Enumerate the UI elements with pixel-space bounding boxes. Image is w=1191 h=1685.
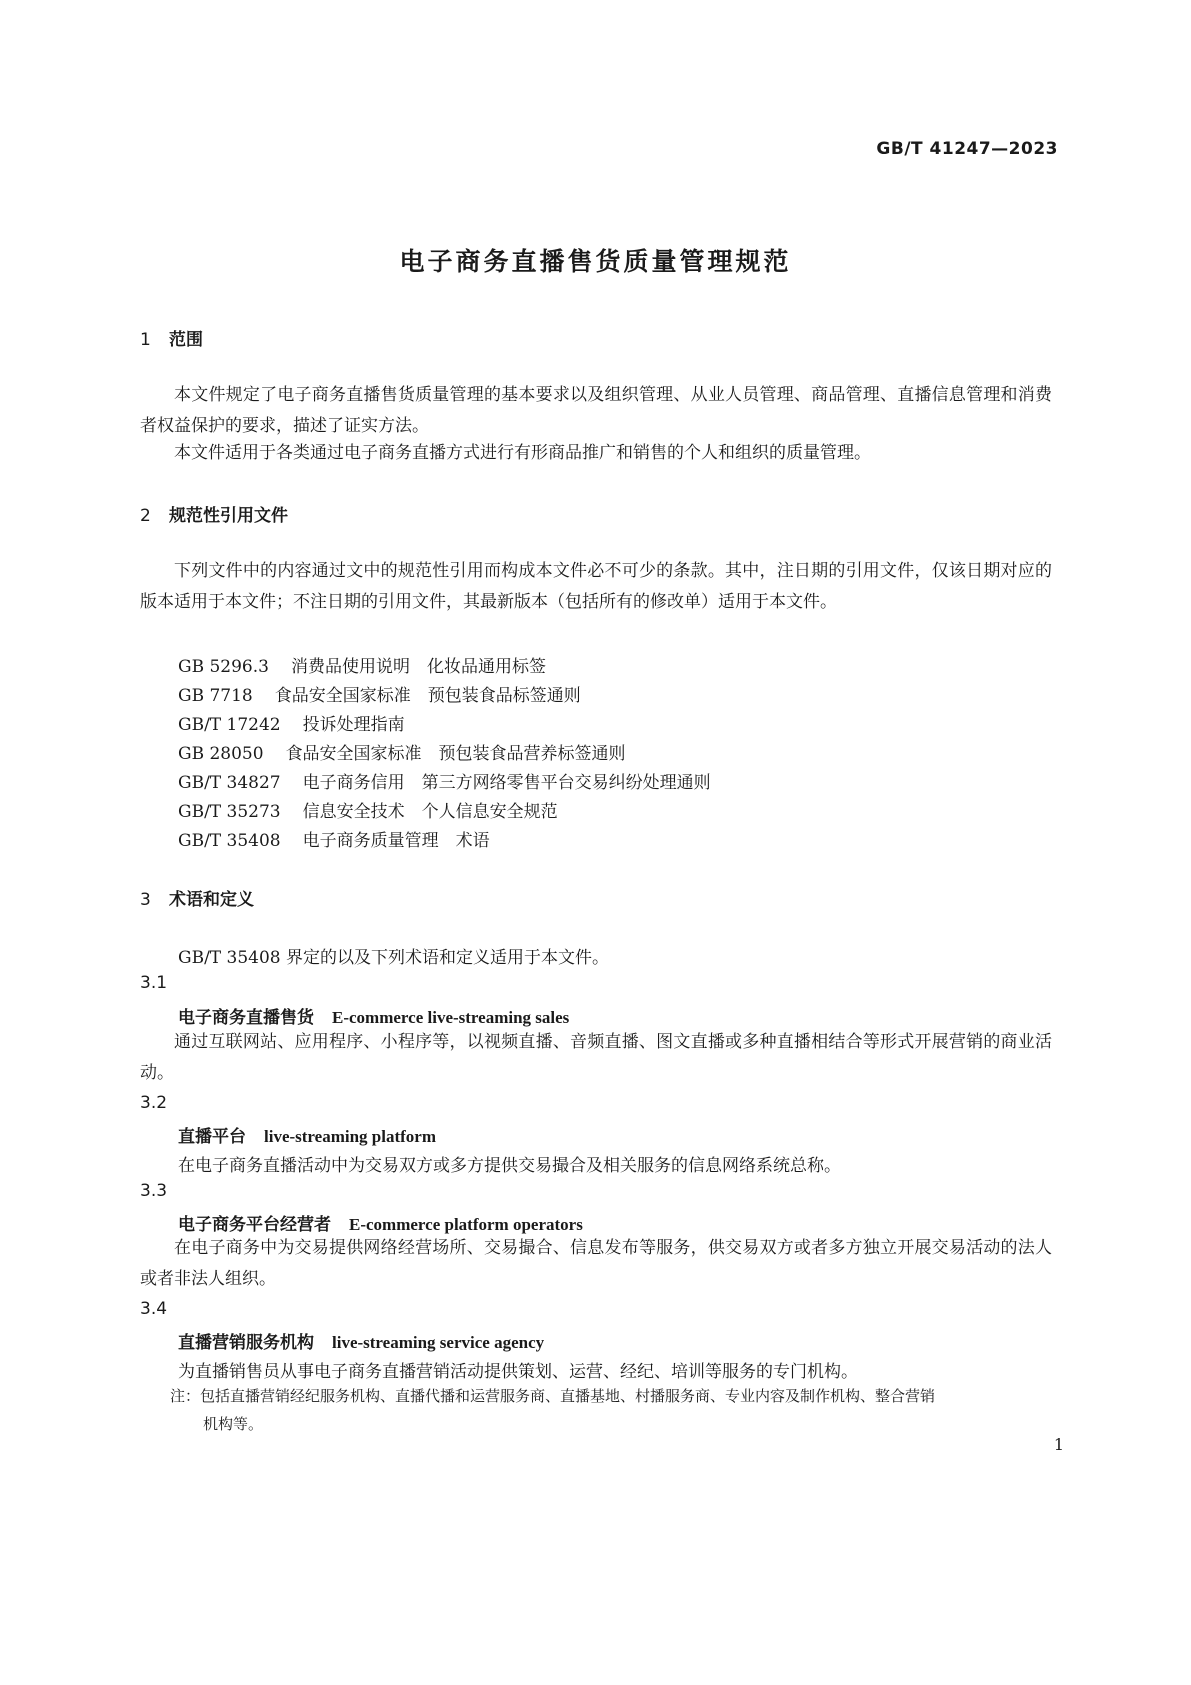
term-chinese: 电子商务直播售货 [178, 1008, 314, 1028]
reference-title: 食品安全国家标准 预包装食品标签通则 [274, 686, 581, 706]
term-heading [178, 1122, 436, 1147]
section-title: 规范性引用文件 [169, 506, 288, 526]
reference-code: GB 7718 [178, 686, 253, 706]
section-2-heading [140, 501, 288, 526]
reference-code: GB 28050 [178, 744, 264, 764]
scope-paragraph-1: 本文件规定了电子商务直播售货质量管理的基本要求以及组织管理、从业人员管理、商品管理、直播信息管理和消费者权益保护的要求，描述了证实方法。 [140, 385, 1052, 436]
reference-title: 电子商务质量管理 术语 [302, 831, 490, 851]
note-text-line-1: 包括直播营销经纪服务机构、直播代播和运营服务商、直播基地、村播服务商、专业内容及制作机构、整合营销 [200, 1387, 936, 1405]
term-definition: 在电子商务直播活动中为交易双方或多方提供交易撮合及相关服务的信息网络系统总称。 [178, 1156, 841, 1176]
section-title: 范围 [169, 330, 203, 350]
reference-code: GB/T 35273 [178, 802, 281, 822]
term-definition: 通过互联网站、应用程序、小程序等，以视频直播、音频直播、图文直播或多种直播相结合等形式开展营销的商业活动。 [140, 1032, 1052, 1083]
reference-item [178, 652, 546, 677]
note-text-line-2: 机构等。 [203, 1415, 264, 1433]
standard-number: GB/T 41247—2023 [876, 139, 1058, 159]
section-3-heading [140, 885, 254, 910]
clause-number: 3.2 [140, 1093, 168, 1113]
term-english: live-streaming platform [264, 1127, 437, 1146]
term-definition: 在电子商务中为交易提供网络经营场所、交易撮合、信息发布等服务，供交易双方或者多方独立开展交易活动的法人或者非法人组织。 [140, 1238, 1052, 1289]
reference-item [178, 826, 490, 851]
scope-paragraph-2: 本文件适用于各类通过电子商务直播方式进行有形商品推广和销售的个人和组织的质量管理。 [174, 443, 871, 463]
reference-code: GB/T 34827 [178, 773, 281, 793]
reference-title: 消费品使用说明 化妆品通用标签 [290, 657, 546, 677]
reference-code: GB 5296.3 [178, 657, 269, 677]
term-english: E-commerce platform operators [349, 1215, 583, 1234]
term-english: live-streaming service agency [332, 1333, 545, 1352]
clause-number: 3.1 [140, 973, 168, 993]
reference-title: 投诉处理指南 [302, 715, 405, 735]
section-number: 3 [140, 890, 151, 910]
term-heading [178, 1328, 544, 1353]
term-english: E-commerce live-streaming sales [332, 1008, 570, 1027]
term-chinese: 直播平台 [178, 1127, 246, 1147]
document-title: 电子商务直播售货质量管理规范 [399, 247, 792, 276]
reference-code: GB/T 17242 [178, 715, 281, 735]
section-1-heading [140, 325, 203, 350]
page-number: 1 [1053, 1435, 1064, 1454]
reference-item [178, 797, 558, 822]
reference-item [178, 681, 581, 706]
term-heading [178, 1210, 583, 1235]
reference-title: 电子商务信用 第三方网络零售平台交易纠纷处理通则 [302, 773, 711, 793]
reference-title: 食品安全国家标准 预包装食品营养标签通则 [285, 744, 626, 764]
reference-title: 信息安全技术 个人信息安全规范 [302, 802, 558, 822]
note [170, 1382, 1055, 1438]
clause-number: 3.3 [140, 1181, 168, 1201]
note-label: 注： [170, 1387, 201, 1405]
normative-references-intro: 下列文件中的内容通过文中的规范性引用而构成本文件必不可少的条款。其中，注日期的引用文件，仅该日期对应的版本适用于本文件；不注日期的引用文件，其最新版本（包括所有的修改单）适用于本文件。 [140, 561, 1052, 612]
section-number: 2 [140, 506, 151, 526]
reference-item [178, 710, 405, 735]
term-chinese: 直播营销服务机构 [178, 1333, 314, 1353]
section-title: 术语和定义 [169, 890, 254, 910]
reference-item [178, 739, 626, 764]
reference-code: GB/T 35408 [178, 831, 281, 851]
section-number: 1 [140, 330, 151, 350]
clause-number: 3.4 [140, 1299, 168, 1319]
term-definition: 为直播销售员从事电子商务直播营销活动提供策划、运营、经纪、培训等服务的专门机构。 [178, 1362, 858, 1382]
reference-item [178, 768, 711, 793]
terms-intro: GB/T 35408 界定的以及下列术语和定义适用于本文件。 [178, 948, 610, 968]
term-heading [178, 1003, 569, 1028]
term-chinese: 电子商务平台经营者 [178, 1215, 331, 1235]
